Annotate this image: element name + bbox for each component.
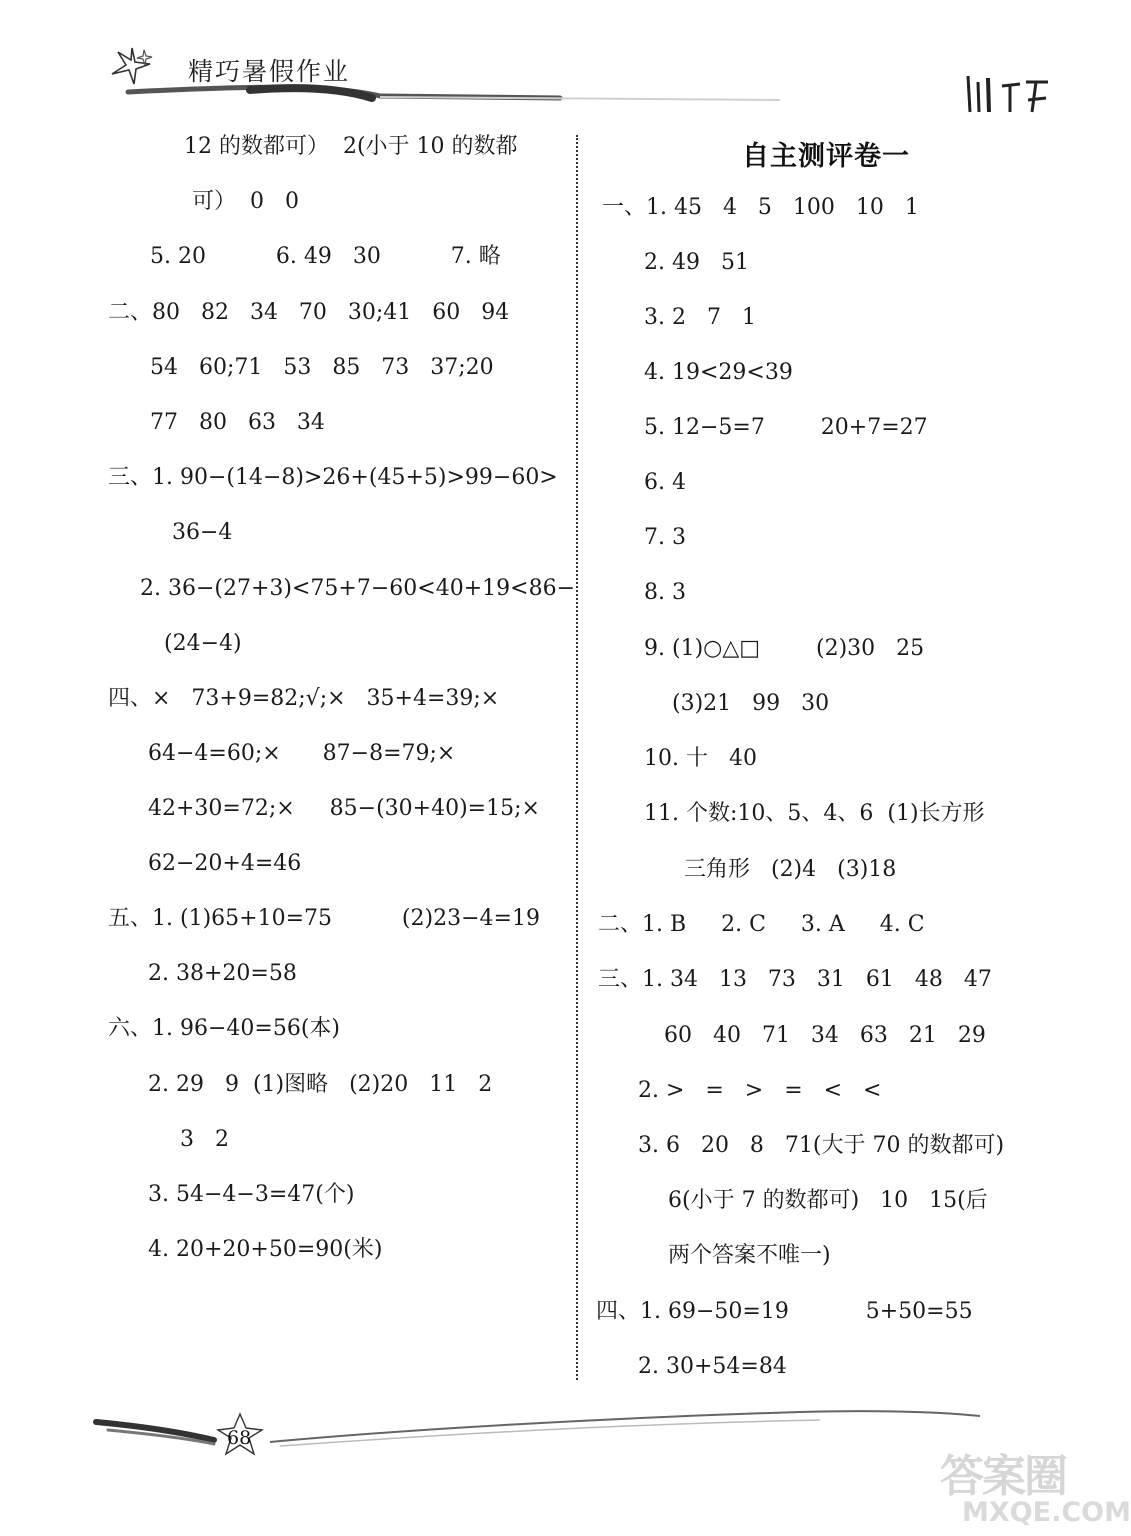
- answer-line: 77 80 63 34: [150, 410, 325, 435]
- answer-line: 6. 4: [644, 470, 686, 495]
- answer-line: 二、1. B 2. C 3. A 4. C: [598, 912, 925, 937]
- answer-line: 3. 54−4−3=47(个): [148, 1182, 355, 1207]
- answer-line: 三、1. 34 13 73 31 61 48 47: [598, 967, 992, 992]
- watermark-logo: 答案圈: [940, 1451, 1066, 1502]
- answer-line: 3. 6 20 8 71(大于 70 的数都可): [638, 1133, 1005, 1158]
- answer-line: 可） 0 0: [192, 189, 299, 214]
- answer-line: 54 60;71 53 85 73 37;20: [150, 355, 494, 380]
- answer-line: 2. > = > = < <: [638, 1078, 882, 1103]
- answer-line: 2. 36−(27+3)<75+7−60<40+19<86−: [140, 576, 576, 601]
- answer-line: 2. 38+20=58: [148, 961, 297, 986]
- answer-line: 6(小于 7 的数都可) 10 15(后: [668, 1188, 988, 1213]
- answer-line: 10. 十 40: [644, 746, 757, 771]
- answer-line: 5. 20 6. 49 30 7. 略: [150, 244, 501, 269]
- answer-line: 42+30=72;× 85−(30+40)=15;×: [148, 796, 540, 821]
- section-title: 自主测评卷一: [742, 141, 910, 172]
- answer-line: 3. 2 7 1: [644, 305, 756, 330]
- answer-line: 5. 12−5=7 20+7=27: [644, 415, 928, 440]
- answer-line: 64−4=60;× 87−8=79;×: [148, 741, 456, 766]
- answer-line: 8. 3: [644, 580, 686, 605]
- answer-line: 五、1. (1)65+10=75 (2)23−4=19: [108, 906, 540, 931]
- page-number: 68: [227, 1427, 252, 1449]
- answer-line: 一、1. 45 4 5 100 10 1: [602, 195, 919, 220]
- answer-line: 两个答案不唯一): [668, 1243, 831, 1268]
- answer-line: 2. 29 9 (1)图略 (2)20 11 2: [148, 1072, 493, 1097]
- answer-line: 36−4: [172, 520, 233, 545]
- answer-line: 3 2: [180, 1127, 229, 1152]
- answer-line: 二、80 82 34 70 30;41 60 94: [108, 300, 510, 325]
- answer-line: 4. 20+20+50=90(米): [148, 1237, 383, 1262]
- answer-line: 12 的数都可） 2(小于 10 的数都: [184, 134, 518, 159]
- answer-line: 六、1. 96−40=56(本): [108, 1016, 340, 1041]
- answer-line: 三、1. 90−(14−8)>26+(45+5)>99−60>: [108, 465, 558, 490]
- header-title: 精巧暑假作业: [188, 57, 351, 86]
- answer-line: (24−4): [164, 631, 242, 656]
- watermark-url: MXQE.COM: [962, 1497, 1131, 1528]
- answer-line: 2. 49 51: [644, 250, 749, 275]
- answer-line: 62−20+4=46: [148, 851, 302, 876]
- answer-line: 四、1. 69−50=19 5+50=55: [596, 1299, 973, 1324]
- answer-line: 60 40 71 34 63 21 29: [664, 1023, 986, 1048]
- answer-line: 7. 3: [644, 525, 686, 550]
- answer-line: 四、× 73+9=82;√;× 35+4=39;×: [108, 686, 500, 711]
- answer-line: 三角形 (2)4 (3)18: [684, 857, 897, 882]
- answer-line: 4. 19<29<39: [644, 360, 793, 385]
- answer-line: (3)21 99 30: [672, 691, 830, 716]
- answer-line: 2. 30+54=84: [638, 1354, 787, 1379]
- answer-line: 9. (1)○△□ (2)30 25: [644, 636, 925, 661]
- answer-line: 11. 个数:10、5、4、6 (1)长方形: [644, 801, 985, 826]
